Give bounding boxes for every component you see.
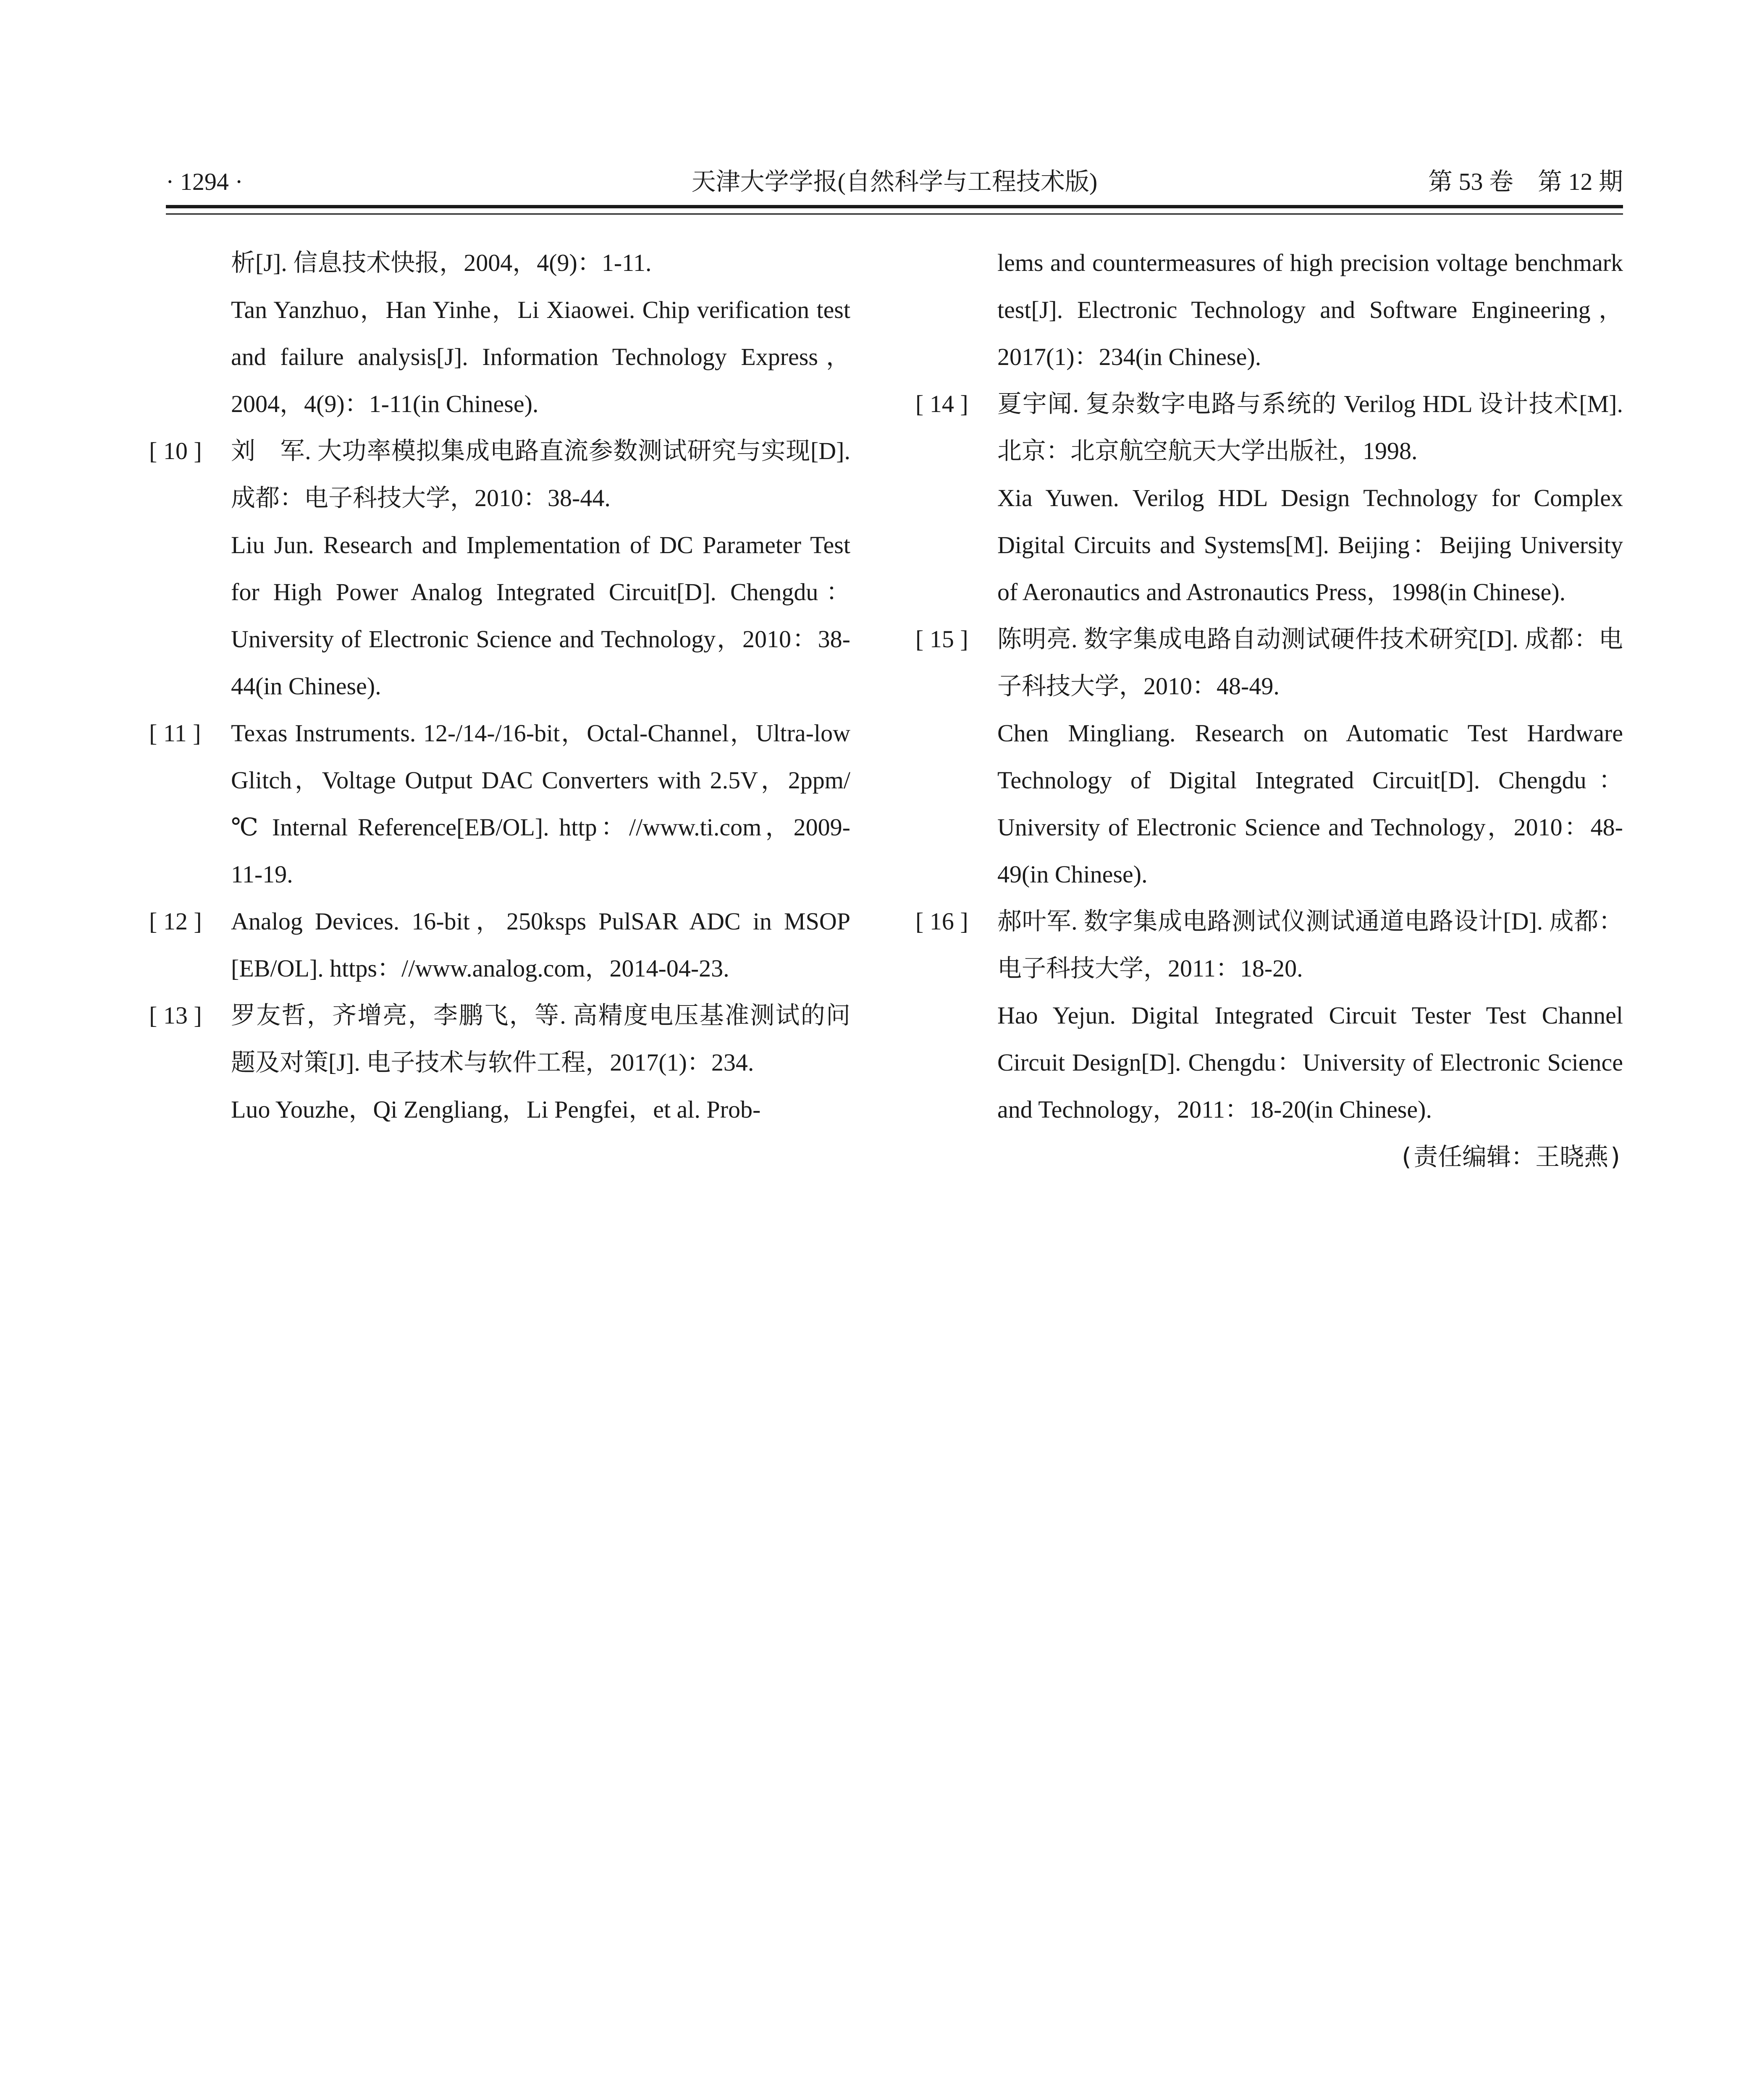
reference-continuation — [915, 239, 1623, 381]
reference-zh: 郝叶军. 数字集成电路测试仪测试通道电路设计[D]. 成都：电子科技大学，2011：18-20. — [997, 908, 1623, 982]
running-header — [166, 163, 1623, 201]
right-column — [915, 239, 1623, 1180]
reference-en: Liu Jun. Research and Implementation of DC Parameter Test for High Power Analog Integrated Circuit[D]. Chengdu：University of Electronic Science and Technology，2010：38-44(in Chinese). — [231, 531, 850, 700]
reference-15 — [915, 616, 1623, 898]
page-number: · 1294 · — [166, 168, 243, 195]
reference-en: Luo Youzhe，Qi Zengliang，Li Pengfei，et al. Prob- — [231, 1096, 761, 1123]
journal-title: 天津大学学报(自然科学与工程技术版) — [691, 168, 1098, 195]
reference-en: Analog Devices. 16-bit，250ksps PulSAR ADC in MSOP [EB/OL]. https：//www.analog.com，2014-04-23. — [231, 908, 850, 982]
reference-en: Hao Yejun. Digital Integrated Circuit Tester Test Channel Circuit Design[D]. Chengdu：University of Electronic Science and Technology，2011：18-20(in Chinese). — [997, 1002, 1623, 1123]
editor-note: (责任编辑：王晓燕) — [1399, 1142, 1623, 1171]
reference-number: [ 10 ] — [149, 437, 202, 465]
reference-11 — [149, 710, 850, 898]
volume-issue: 第 53 卷 第 12 期 — [1428, 168, 1623, 195]
reference-zh: 罗友哲，齐增亮，李鹏飞，等. 高精度电压基准测试的问题及对策[J]. 电子技术与软件工程，2017(1)：234. — [231, 1002, 850, 1076]
reference-number: [ 11 ] — [149, 719, 201, 747]
reference-zh: 刘 军. 大功率模拟集成电路直流参数测试研究与实现[D]. 成都：电子科技大学，2010：38-44. — [231, 437, 850, 512]
reference-14 — [915, 381, 1623, 616]
reference-zh: 析[J]. 信息技术快报，2004，4(9)：1-11. — [231, 249, 652, 276]
reference-number: [ 13 ] — [149, 1002, 202, 1029]
reference-en: Xia Yuwen. Verilog HDL Design Technology for Complex Digital Circuits and Systems[M]. Beijing：Beijing University of Aeronautics and Astronautics Press，1998(in Chinese). — [997, 484, 1623, 606]
reference-13 — [149, 992, 850, 1133]
header-rule-thin — [166, 213, 1623, 215]
header-rule-thick — [166, 205, 1623, 208]
reference-en: lems and countermeasures of high precision voltage benchmark test[J]. Electronic Technology and Software Engineering，2017(1)：234(in Chinese). — [997, 249, 1623, 370]
reference-16 — [915, 898, 1623, 1133]
reference-number: [ 14 ] — [915, 390, 968, 417]
reference-number: [ 16 ] — [915, 908, 968, 935]
reference-zh: 夏宇闻. 复杂数字电路与系统的 Verilog HDL 设计技术[M]. 北京：北京航空航天大学出版社，1998. — [997, 390, 1623, 465]
reference-continuation — [149, 239, 850, 428]
reference-number: [ 15 ] — [915, 625, 968, 653]
reference-number: [ 12 ] — [149, 908, 202, 935]
reference-en: Tan Yanzhuo，Han Yinhe，Li Xiaowei. Chip verification test and failure analysis[J]. Information Technology Express，2004，4(9)：1-11(in Chinese). — [231, 296, 850, 417]
reference-10 — [149, 428, 850, 710]
reference-en: Texas Instruments. 12-/14-/16-bit，Octal-Channel，Ultra-low Glitch，Voltage Output DAC Converters with 2.5V，2ppm/℃ Internal Reference[EB/OL]. http：//www.ti.com，2009-11-19. — [231, 719, 850, 888]
reference-en: Chen Mingliang. Research on Automatic Test Hardware Technology of Digital Integrated Circuit[D]. Chengdu：University of Electronic Science and Technology，2010：48-49(in Chinese). — [997, 719, 1623, 888]
reference-12 — [149, 898, 850, 992]
left-column — [149, 239, 850, 1133]
reference-zh: 陈明亮. 数字集成电路自动测试硬件技术研究[D]. 成都：电子科技大学，2010：48-49. — [997, 625, 1623, 700]
